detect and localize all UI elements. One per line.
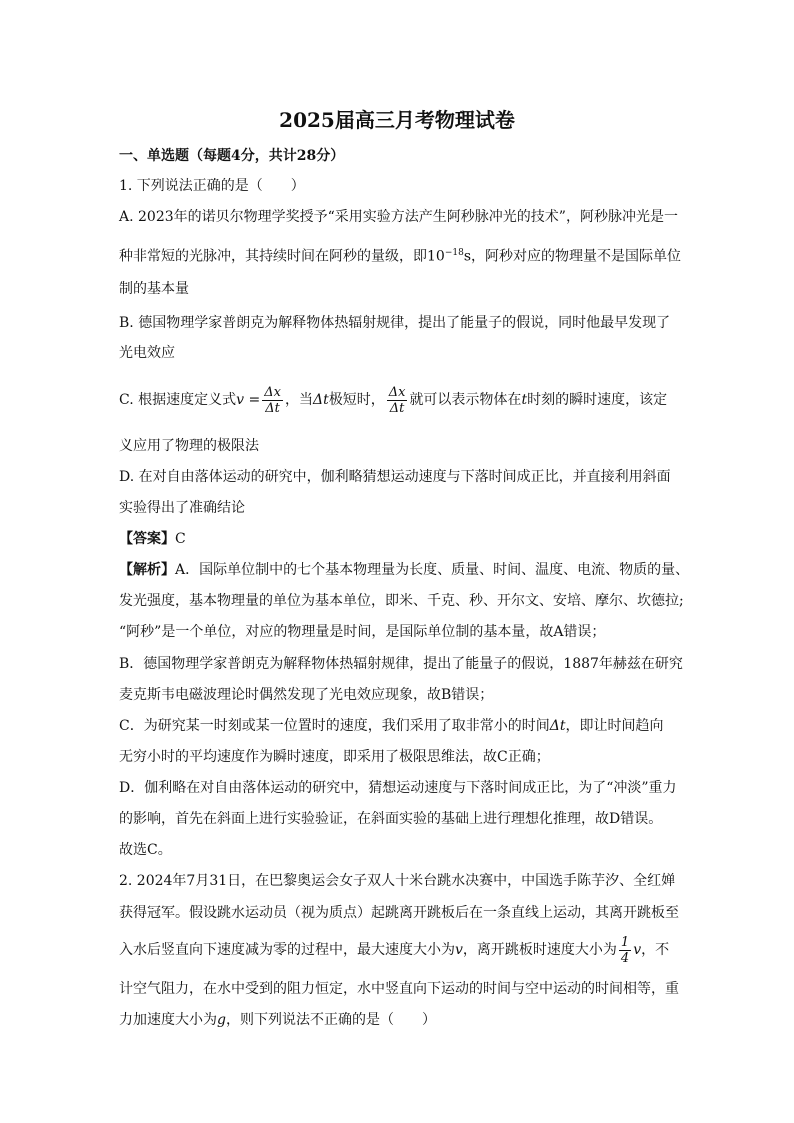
analysis-line3: “阿秒”是一个单位，对应的物理量是时间，是国际单位制的基本量，故A错误； xyxy=(119,624,606,640)
text-run: A．国际单位制中的七个基本物理量为长度、质量、时间、温度、电流、物质的量、 xyxy=(175,562,690,578)
text-run: ，离开跳板时速度大小为 xyxy=(462,942,617,958)
text-run: 种非常短的光脉冲，其持续时间在阿秒的量级，即10 xyxy=(119,248,445,265)
q2-line5 xyxy=(119,1010,679,1030)
formula-dt: Δt xyxy=(312,392,329,408)
formula-v: v xyxy=(455,942,463,958)
text-run: C．为研究某一时刻或某一位置时的速度，我们采用了取非常小的时间 xyxy=(119,718,550,734)
fraction-denominator: Δt xyxy=(265,400,280,416)
formula-v: v xyxy=(633,942,642,958)
fraction-numerator: 1 xyxy=(620,934,630,950)
text-run: ，则下列说法不正确的是（ ） xyxy=(225,1012,436,1028)
analysis-line10: 故选C。 xyxy=(119,842,172,858)
text-run: ，不 xyxy=(641,942,670,958)
q2-line1: 2. 2024年7月31日，在巴黎奥运会女子双人十米台跳水决赛中，中国选手陈芋汐、全红婵 xyxy=(119,873,676,889)
text-run: 力加速度大小为 xyxy=(119,1012,217,1028)
q1-option-a-line3: 制的基本量 xyxy=(119,281,189,297)
answer-line xyxy=(119,529,679,549)
q2-line3 xyxy=(119,932,679,968)
analysis-line5: 麦克斯韦电磁波理论时偶然发现了光电效应现象，故B错误； xyxy=(119,687,494,703)
fraction-denominator: 4 xyxy=(620,950,630,966)
analysis-line9: 的影响，首先在斜面上进行实验验证，在斜面实验的基础上进行理想化推理，故D错误。 xyxy=(119,811,663,827)
q2-line2: 获得冠军。假设跳水运动员（视为质点）起跳离开跳板后在一条直线上运动，其离开跳板至 xyxy=(119,905,679,921)
q1-option-a-line2 xyxy=(119,243,682,267)
analysis-line6 xyxy=(119,716,679,736)
formula-dt: Δt xyxy=(549,718,566,734)
answer-label: 【答案】 xyxy=(119,531,175,547)
text-run: ，即让时间趋向 xyxy=(565,718,664,734)
q1-option-d-line2: 实验得出了准确结论 xyxy=(119,500,245,516)
q1-option-b-line1: B. 德国物理学家普朗克为解释物体热辐射规律，提出了能量子的假说，同时他最早发现了 xyxy=(119,315,671,331)
q1-option-d-line1: D. 在对自由落体运动的研究中，伽利略猜想运动速度与下落时间成正比，并直接利用斜面 xyxy=(119,469,671,485)
analysis-label: 【解析】 xyxy=(119,562,175,578)
q1-option-b-line2: 光电效应 xyxy=(119,345,175,361)
formula-v: v = xyxy=(236,392,261,408)
text-run: 就可以表示物体在 xyxy=(409,392,522,408)
formula-g: g xyxy=(217,1012,226,1028)
answer-value: C xyxy=(175,531,186,547)
analysis-line4: B．德国物理学家普朗克为解释物体热辐射规律，提出了能量子的假说，1887年赫兹在研究 xyxy=(119,656,683,672)
q2-line4: 计空气阻力，在水中受到的阻力恒定，水中竖直向下运动的时间与空中运动的时间相等，重 xyxy=(119,981,679,997)
fraction-numerator: Δx xyxy=(388,384,406,400)
q1-option-a-line1: A. 2023年的诺贝尔物理学奖授予“采用实验方法产生阿秒脉冲光的技术”，阿秒脉冲光是一 xyxy=(119,209,678,225)
analysis-line2: 发光强度，基本物理量的单位为基本单位，即米、千克、秒、开尔文、安培、摩尔、坎德拉; xyxy=(119,593,684,609)
text-run: 入水后竖直向下速度减为零的过程中，最大速度大小为 xyxy=(119,942,455,958)
text-run: s，阿秒对应的物理量不是国际单位 xyxy=(463,248,682,265)
exponent: −18 xyxy=(444,248,464,258)
fraction-denominator: Δt xyxy=(389,400,405,416)
text-run: 极短时， xyxy=(328,392,385,408)
q1-option-c-line2: 义应用了物理的极限法 xyxy=(119,438,259,454)
fraction-numerator: Δx xyxy=(264,384,281,400)
text-run: 时刻的瞬时速度，该定 xyxy=(527,392,668,408)
fraction xyxy=(619,935,631,966)
analysis-line1 xyxy=(119,560,690,580)
q1-option-c-line1 xyxy=(119,382,679,418)
text-run: ，当 xyxy=(284,392,313,408)
page-title: 2025届高三月考物理试卷 xyxy=(279,108,515,132)
q1-stem: 1. 下列说法正确的是（ ） xyxy=(119,178,305,194)
fraction xyxy=(262,385,283,416)
formula-t: t xyxy=(521,392,528,408)
section-heading: 一、单选题（每题4分，共计28分） xyxy=(119,148,345,164)
analysis-line7: 无穷小时的平均速度作为瞬时速度，即采用了极限思维法，故C正确； xyxy=(119,749,550,765)
fraction xyxy=(387,385,408,416)
text-run: C. 根据速度定义式 xyxy=(119,392,237,408)
analysis-line8: D．伽利略在对自由落体运动的研究中，猜想运动速度与下落时间成正比，为了“冲淡”重力 xyxy=(119,780,677,796)
